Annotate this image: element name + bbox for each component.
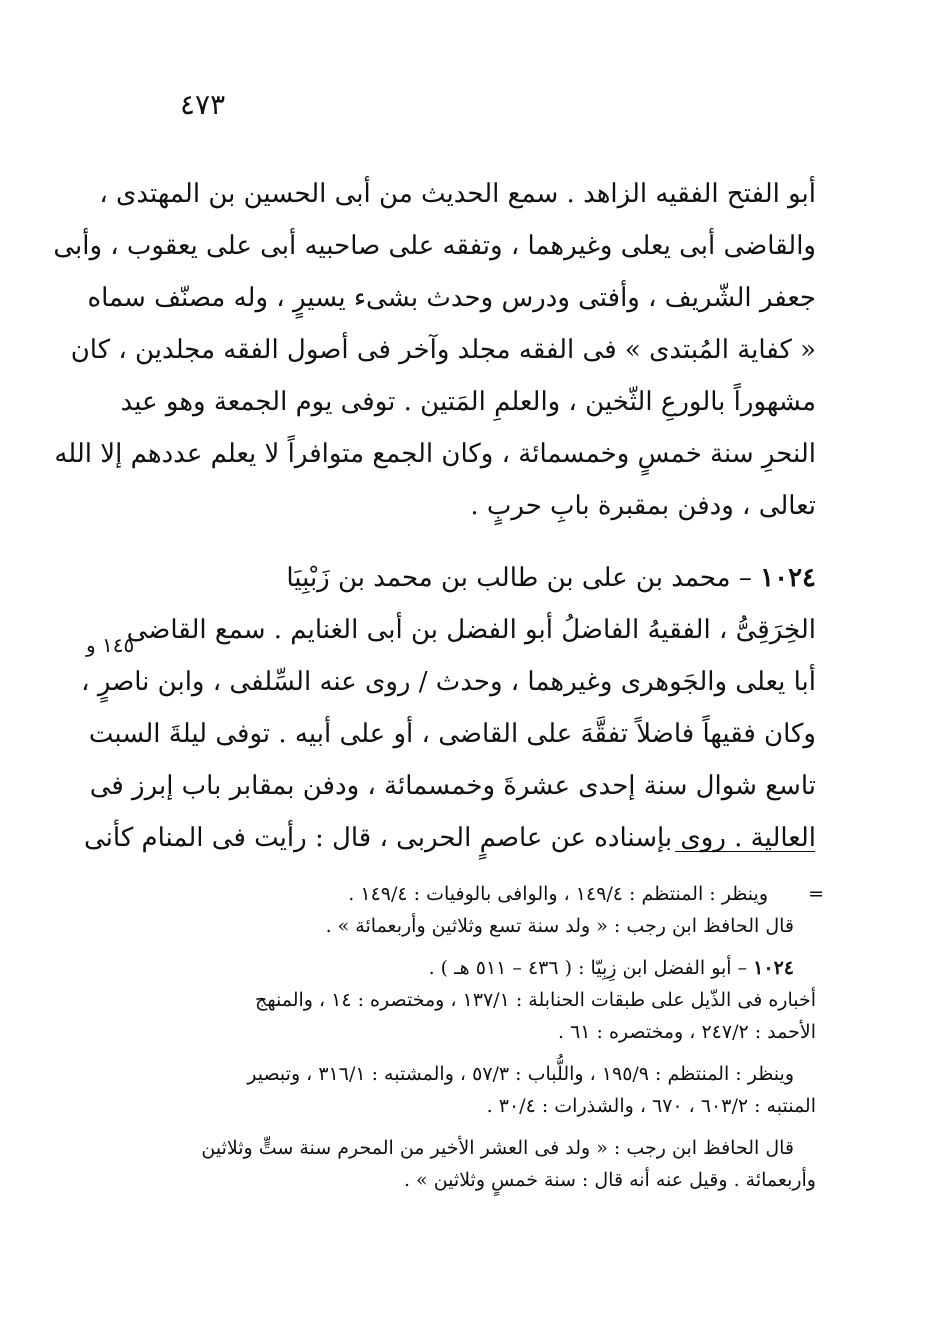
footnote-line: المنتبه : ٦٠٣/٢ ، ٦٧٠ ، والشذرات : ٣٠/٤ . <box>486 1095 816 1117</box>
text-line: والقاضى أبى يعلى وغيرهما ، وتفقه على صاحبيه أبى على يعقوب ، وأبى <box>53 231 816 261</box>
continuation-marker: = <box>808 883 824 905</box>
footnote-entry-number: ١٠٢٤ <box>753 957 794 979</box>
text-line: الخِرَقِىُّ ، الفقيهُ الفاضلُ أبو الفضل بن أبى الغنايم . سمع القاضى <box>126 615 816 645</box>
text-line: مشهوراً بالورعِ الثّخين ، والعلمِ المَتين . توفى يوم الجمعة وهو عيد <box>120 387 816 417</box>
text-line: « كفاية المُبتدى » فى الفقه مجلد وآخر فى أصول الفقه مجلدين ، كان <box>70 335 816 365</box>
text-line: تعالى ، ودفن بمقبرة بابِ حربٍ . <box>470 491 816 521</box>
footnote-line: وينظر : المنتظم : ١٤٩/٤ ، والوافى بالوفيات : ١٤٩/٤ . <box>348 883 768 905</box>
footnote-heading <box>148 952 816 984</box>
footnote-line: أخباره فى الذّيل على طبقات الحنابلة : ١٣٧/١ ، ومختصره : ١٤ ، والمنهج <box>254 989 816 1011</box>
text-line: أبا يعلى والجَوهرى وغيرهما ، وحدث / روى عنه السِّلفى ، وابن ناصرٍ ، <box>81 667 816 697</box>
entry-heading-line <box>148 552 816 604</box>
footnote-line: قال الحافظ ابن رجب : « ولد فى العشر الأخير من المحرم سنة ستٍّ وثلاثين <box>201 1137 794 1159</box>
text-line: وكان فقيهاً فاضلاً تفقَّهَ على القاضى ، أو على أبيه . توفى ليلةَ السبت <box>88 719 816 749</box>
entry-heading-text: – محمد بن على بن طالب بن محمد بن زَبْبِيَا <box>286 563 761 593</box>
footnote-divider <box>675 851 815 852</box>
footnote-4 <box>148 1132 816 1196</box>
text-line: تاسع شوال سنة إحدى عشرةَ وخمسمائة ، ودفن بمقابر باب إبرز فى <box>89 771 816 801</box>
footnote-line: قال الحافظ ابن رجب : « ولد سنة تسع وثلاثين وأربعمائة » . <box>325 915 794 937</box>
footnote-line: الأحمد : ٢٤٧/٢ ، ومختصره : ٦١ . <box>557 1021 816 1043</box>
paragraph-1 <box>53 168 816 532</box>
text-line: أبو الفتح الفقيه الزاهد . سمع الحديث من أبى الحسين بن المهتدى ، <box>99 179 816 209</box>
footnote-2 <box>148 952 816 1048</box>
footnotes <box>148 878 824 1196</box>
footnote-1 <box>148 878 824 942</box>
text-line: النحرِ سنة خمسٍ وخمسمائة ، وكان الجمع متوافراً لا يعلم عددهم إلا الله <box>54 439 816 469</box>
text-line: العالية . روى بإسناده عن عاصمٍ الحربى ، قال : رأيت فى المنام كأنى <box>84 823 816 853</box>
footnote-3 <box>148 1058 816 1122</box>
footnote-line: وأربعمائة . وقيل عنه أنه قال : سنة خمسٍ وثلاثين » . <box>403 1169 816 1191</box>
margin-note: ١٤٥ و <box>86 633 135 657</box>
footnote-heading-text: – أبو الفضل ابن زِبِيّا : ( ٤٣٦ – ٥١١ هـ ) . <box>428 957 754 979</box>
text-line: جعفر الشّريف ، وأفتى ودرس وحدث بشىء يسيرٍ ، وله مصنّف سماه <box>87 283 816 313</box>
footnote-line: وينظر : المنتظم : ١٩٥/٩ ، واللُّباب : ٥٧/٣ ، والمشتبه : ٣١٦/١ ، وتبصير <box>247 1063 794 1085</box>
entry-number: ١٠٢٤ <box>760 563 816 593</box>
page-number: ٤٧٣ <box>180 88 226 121</box>
